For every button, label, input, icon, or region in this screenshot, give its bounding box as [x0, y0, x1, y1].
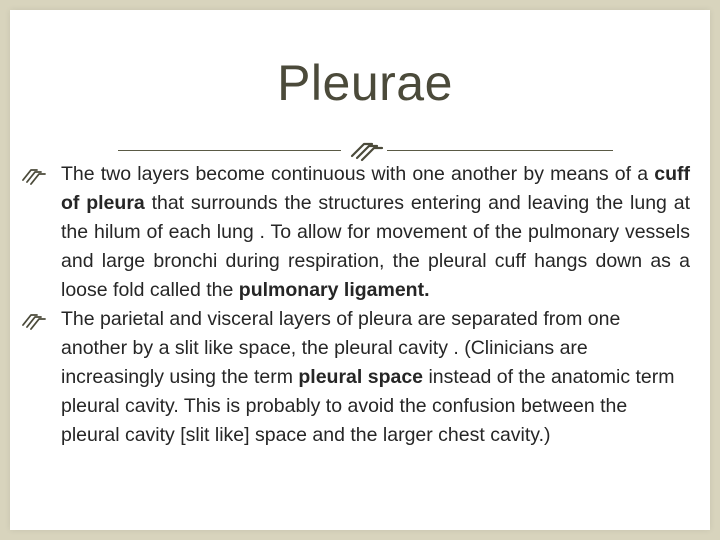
bullet-arrow-icon [20, 310, 56, 330]
text-segment: The parietal and visceral layers of pleura are separated from one another by a slit like space, the pleural cavity . (Clinicians are increasingly using the term [61, 308, 621, 388]
bullet-arrow-icon [20, 165, 56, 185]
text-segment: The two layers become continuous with one another by means of a [61, 163, 655, 185]
bullet-item [20, 305, 690, 450]
text-segment: that surrounds the structures entering and leaving the lung at the hilum of each lung . To allow for movement of the pulmonary vessels and large bronchi during respiration, the pleural cuff hangs down as a loose fold called the [61, 192, 690, 301]
text-segment-bold: pleural space [298, 366, 424, 388]
bullet-item [20, 160, 690, 305]
title-divider-right [387, 150, 613, 151]
bullet-text [61, 163, 690, 301]
slide-title: Pleurae [277, 55, 453, 111]
title-divider-left [118, 150, 341, 151]
text-segment-bold: cuff of pleura [61, 163, 690, 214]
bullet-list [20, 160, 690, 450]
text-segment-bold: pulmonary ligament. [238, 279, 430, 301]
bullet-text [61, 308, 675, 446]
text-segment: instead of the anatomic term pleural cavity. This is probably to avoid the confusion between the pleural cavity [slit like] space and the larger chest cavity.) [61, 366, 675, 446]
